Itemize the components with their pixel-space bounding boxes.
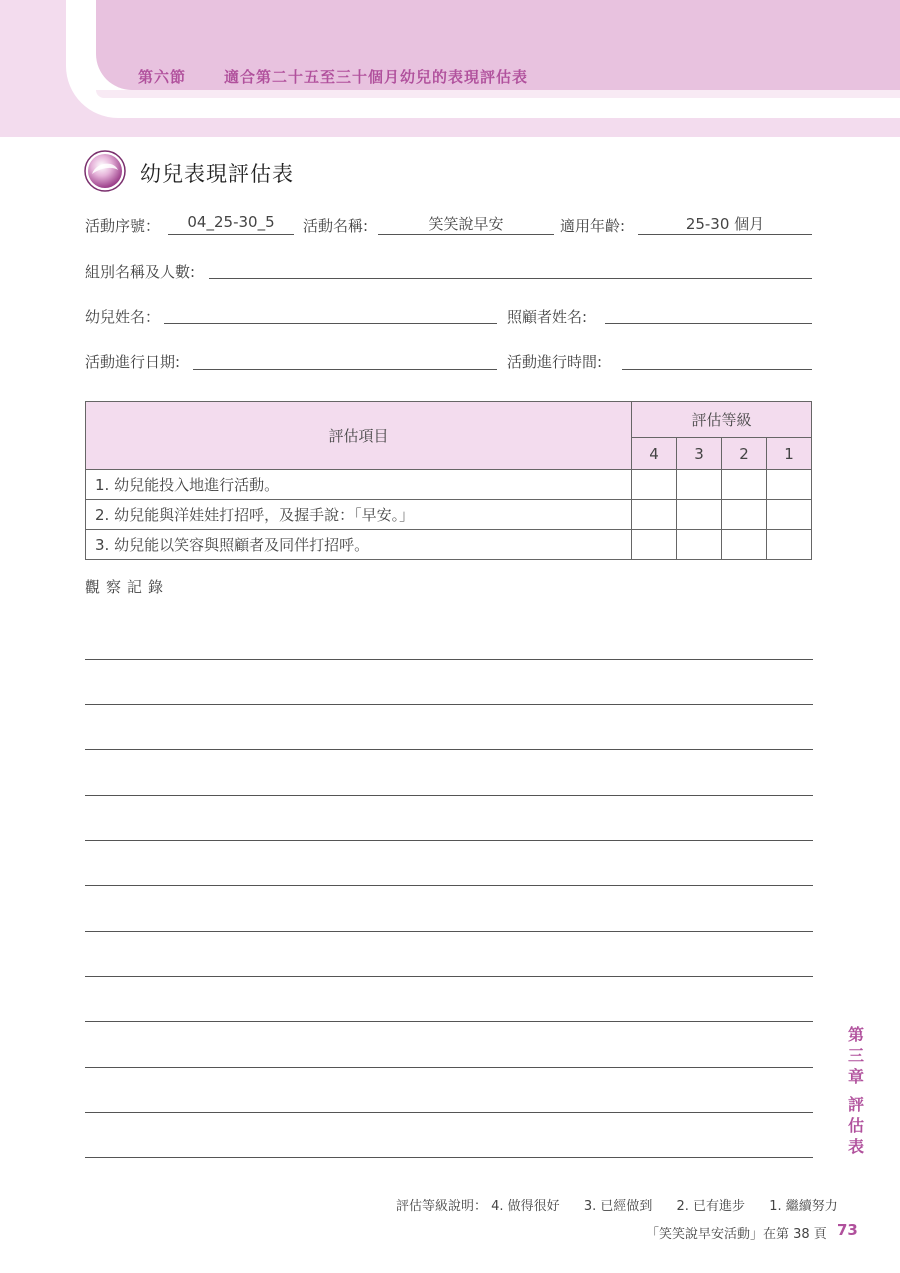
child-name-line — [164, 323, 497, 324]
child-name-label: 幼兒姓名： — [85, 308, 161, 326]
table-row — [86, 530, 812, 560]
item-text: 1. 幼兒能投入地進行活動。 — [86, 470, 632, 500]
observation-line — [85, 795, 813, 796]
grade-cell[interactable] — [722, 470, 767, 500]
table-row — [86, 470, 812, 500]
item-text: 2. 幼兒能與洋娃娃打招呼，及握手說：「早安。」 — [86, 500, 632, 530]
side-form-label: 評估表 — [847, 1095, 864, 1156]
grade-level-2: 2 — [722, 438, 767, 470]
grade-cell[interactable] — [632, 500, 677, 530]
grade-cell[interactable] — [677, 500, 722, 530]
grade-cell[interactable] — [632, 470, 677, 500]
grade-header: 評估等級 — [632, 402, 812, 438]
observation-line — [85, 840, 813, 841]
legend-item: 2. 已有進步 — [676, 1199, 746, 1214]
grade-cell[interactable] — [677, 470, 722, 500]
grade-cell[interactable] — [767, 470, 812, 500]
observation-line — [85, 659, 813, 660]
observation-line — [85, 885, 813, 886]
grade-level-4: 4 — [632, 438, 677, 470]
grade-level-1: 1 — [767, 438, 812, 470]
section-title: 適合第二十五至三十個月幼兒的表現評估表 — [224, 68, 529, 86]
grade-cell[interactable] — [722, 500, 767, 530]
observation-label: 觀察記錄 — [85, 578, 170, 596]
grade-legend — [396, 1195, 838, 1214]
age-value: 25-30 個月 — [685, 215, 765, 233]
age-line — [638, 234, 812, 235]
age-label: 適用年齡: — [560, 217, 626, 235]
item-header: 評估項目 — [86, 402, 632, 470]
activity-no-line — [168, 234, 294, 235]
carer-name-line — [605, 323, 812, 324]
header-strip — [96, 90, 900, 98]
activity-no-label: 活動序號： — [85, 217, 161, 235]
observation-line — [85, 1067, 813, 1068]
observation-line — [85, 976, 813, 977]
legend-item: 1. 繼續努力 — [769, 1199, 838, 1214]
grade-cell[interactable] — [677, 530, 722, 560]
time-line — [622, 369, 812, 370]
observation-line — [85, 1112, 813, 1113]
page-number: 73 — [837, 1221, 858, 1239]
observation-line — [85, 1157, 813, 1158]
observation-line — [85, 931, 813, 932]
item-text: 3. 幼兒能以笑容與照顧者及同伴打招呼。 — [86, 530, 632, 560]
legend-item: 評估等級說明： 4. 做得很好 — [396, 1199, 560, 1214]
pearl-icon — [84, 150, 126, 192]
time-label: 活動進行時間: — [507, 353, 603, 371]
group-line — [209, 278, 812, 279]
assessment-table — [85, 401, 812, 560]
page-reference: 「笑笑說早安活動」在第 38 頁 — [646, 1227, 827, 1242]
group-label: 組別名稱及人數: — [85, 263, 196, 281]
side-chapter-label: 第三章 — [847, 1025, 864, 1086]
observation-line — [85, 704, 813, 705]
observation-line — [85, 749, 813, 750]
activity-name-value: 笑笑說早安 — [428, 215, 504, 233]
grade-level-3: 3 — [677, 438, 722, 470]
section-label: 第六節 — [138, 68, 187, 86]
table-row — [86, 500, 812, 530]
carer-name-label: 照顧者姓名: — [507, 308, 588, 326]
activity-name-label: 活動名稱: — [303, 217, 369, 235]
grade-cell[interactable] — [767, 530, 812, 560]
form-title: 幼兒表現評估表 — [140, 162, 294, 186]
grade-cell[interactable] — [722, 530, 767, 560]
grade-cell[interactable] — [632, 530, 677, 560]
legend-item: 3. 已經做到 — [583, 1199, 653, 1214]
date-label: 活動進行日期: — [85, 353, 181, 371]
grade-cell[interactable] — [767, 500, 812, 530]
observation-line — [85, 1021, 813, 1022]
date-line — [193, 369, 497, 370]
activity-no-value: 04_25-30_5 — [187, 213, 275, 231]
activity-name-line — [378, 234, 554, 235]
